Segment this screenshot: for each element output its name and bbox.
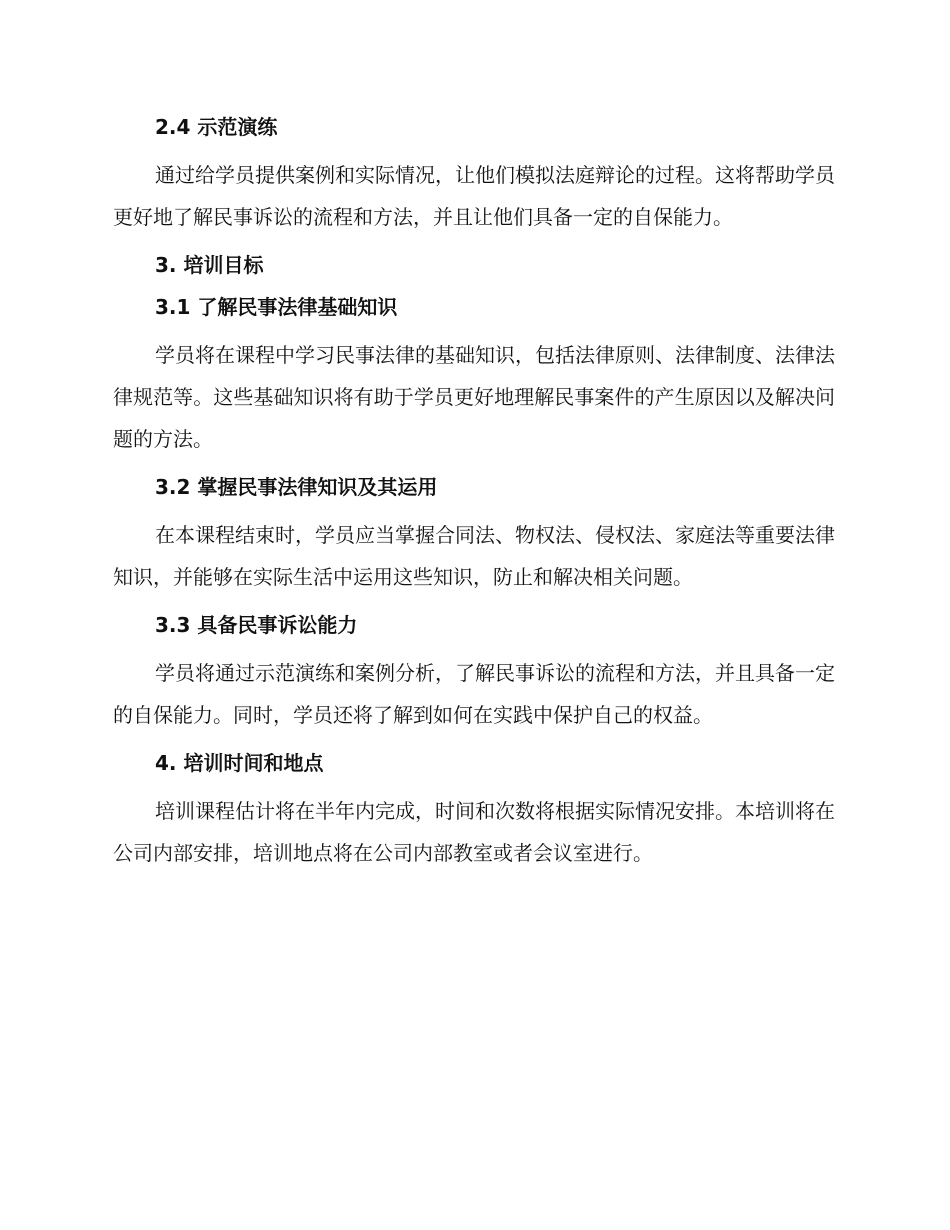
paragraph-demo-practice: 通过给学员提供案例和实际情况，让他们模拟法庭辩论的过程。这将帮助学员更好地了解民事诉讼的流程和方法，并且让他们具备一定的自保能力。 [113, 163, 835, 229]
paragraph-litigation-ability: 学员将通过示范演练和案例分析，了解民事诉讼的流程和方法，并且具备一定的自保能力。同时，学员还将了解到如何在实践中保护自己的权益。 [113, 661, 835, 727]
section-heading-3-3: 3.3 具备民事诉讼能力 [155, 613, 358, 637]
section-heading-3: 3. 培训目标 [155, 253, 264, 277]
section-heading-3-1: 3.1 了解民事法律基础知识 [155, 295, 398, 319]
paragraph-civil-law-application: 在本课程结束时，学员应当掌握合同法、物权法、侵权法、家庭法等重要法律知识，并能够在实际生活中运用这些知识，防止和解决相关问题。 [113, 523, 835, 589]
section-heading-4: 4. 培训时间和地点 [155, 751, 324, 775]
paragraph-time-and-place: 培训课程估计将在半年内完成，时间和次数将根据实际情况安排。本培训将在公司内部安排，培训地点将在公司内部教室或者会议室进行。 [113, 799, 835, 865]
section-heading-2-4: 2.4 示范演练 [155, 115, 278, 139]
paragraph-civil-law-basics: 学员将在课程中学习民事法律的基础知识，包括法律原则、法律制度、法律法律规范等。这些基础知识将有助于学员更好地理解民事案件的产生原因以及解决问题的方法。 [113, 343, 835, 451]
document-body [113, 112, 835, 886]
section-heading-3-2: 3.2 掌握民事法律知识及其运用 [155, 475, 438, 499]
